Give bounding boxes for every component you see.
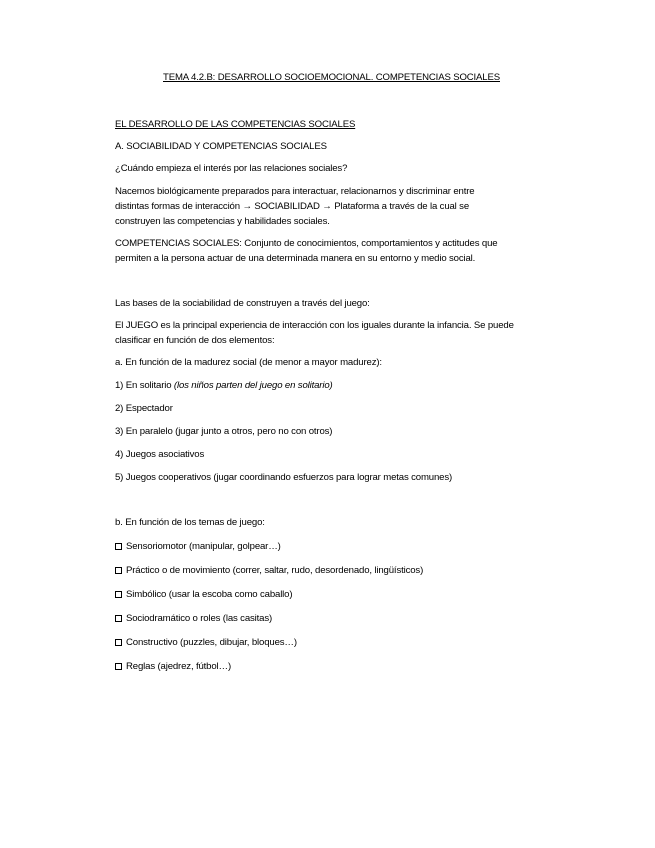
- checklist-item: [115, 613, 272, 625]
- checklist-item: [115, 637, 297, 649]
- list-item: 4) Juegos asociativos: [115, 449, 205, 460]
- document-title: TEMA 4.2.B: DESARROLLO SOCIOEMOCIONAL. COMPETENCIAS SOCIALES: [163, 72, 500, 83]
- paragraph-line: clasificar en función de dos elementos:: [115, 335, 275, 346]
- checkbox-icon: [115, 639, 122, 646]
- paragraph-line: El JUEGO es la principal experiencia de interacción con los iguales durante la infancia. Se puede: [115, 320, 514, 331]
- list-item-note: (los niños parten del juego en solitario): [173, 380, 333, 391]
- paragraph-line: permiten a la persona actuar de una determinada manera en su entorno y medio social.: [115, 253, 476, 264]
- paragraph-line: Nacemos biológicamente preparados para interactuar, relacionarnos y discriminar entre: [115, 186, 475, 197]
- checkbox-icon: [115, 543, 122, 550]
- checklist-item: [115, 661, 231, 673]
- section-heading: EL DESARROLLO DE LAS COMPETENCIAS SOCIALES: [115, 119, 356, 130]
- section-a-heading: a. En función de la madurez social (de menor a mayor madurez):: [115, 357, 382, 368]
- checkbox-icon: [115, 663, 122, 670]
- checklist-item: [115, 589, 292, 601]
- checklist-item: [115, 565, 423, 577]
- paragraph-line: construyen las competencias y habilidades sociales.: [115, 216, 330, 227]
- list-item: 5) Juegos cooperativos (jugar coordinando esfuerzos para lograr metas comunes): [115, 472, 453, 483]
- checkbox-icon: [115, 591, 122, 598]
- checklist-item-label: Práctico o de movimiento (correr, saltar, rudo, desordenado, lingüísticos): [126, 565, 424, 576]
- list-item: 2) Espectador: [115, 403, 173, 414]
- bases-line: Las bases de la sociabilidad de construyen a través del juego:: [115, 298, 370, 309]
- checklist-item-label: Sociodramático o roles (las casitas): [126, 613, 273, 624]
- checklist-item-label: Constructivo (puzzles, dibujar, bloques…): [126, 637, 297, 648]
- checklist-item: [115, 541, 281, 553]
- list-item-text: 1) En solitario: [115, 380, 174, 391]
- checkbox-icon: [115, 615, 122, 622]
- list-item: [115, 380, 333, 392]
- checkbox-icon: [115, 567, 122, 574]
- checklist-item-label: Sensoriomotor (manipular, golpear…): [126, 541, 281, 552]
- section-b-heading: b. En función de los temas de juego:: [115, 517, 265, 528]
- subheading-a: A. SOCIABILIDAD Y COMPETENCIAS SOCIALES: [115, 141, 327, 152]
- paragraph-line: distintas formas de interacción → SOCIABILIDAD → Plataforma a través de la cual se: [115, 201, 470, 212]
- paragraph-line: COMPETENCIAS SOCIALES: Conjunto de conocimientos, comportamientos y actitudes que: [115, 238, 498, 249]
- checklist-item-label: Simbólico (usar la escoba como caballo): [126, 589, 293, 600]
- checklist-item-label: Reglas (ajedrez, fútbol…): [126, 661, 232, 672]
- question: ¿Cuándo empieza el interés por las relaciones sociales?: [115, 163, 348, 174]
- list-item: 3) En paralelo (jugar junto a otros, pero no con otros): [115, 426, 333, 437]
